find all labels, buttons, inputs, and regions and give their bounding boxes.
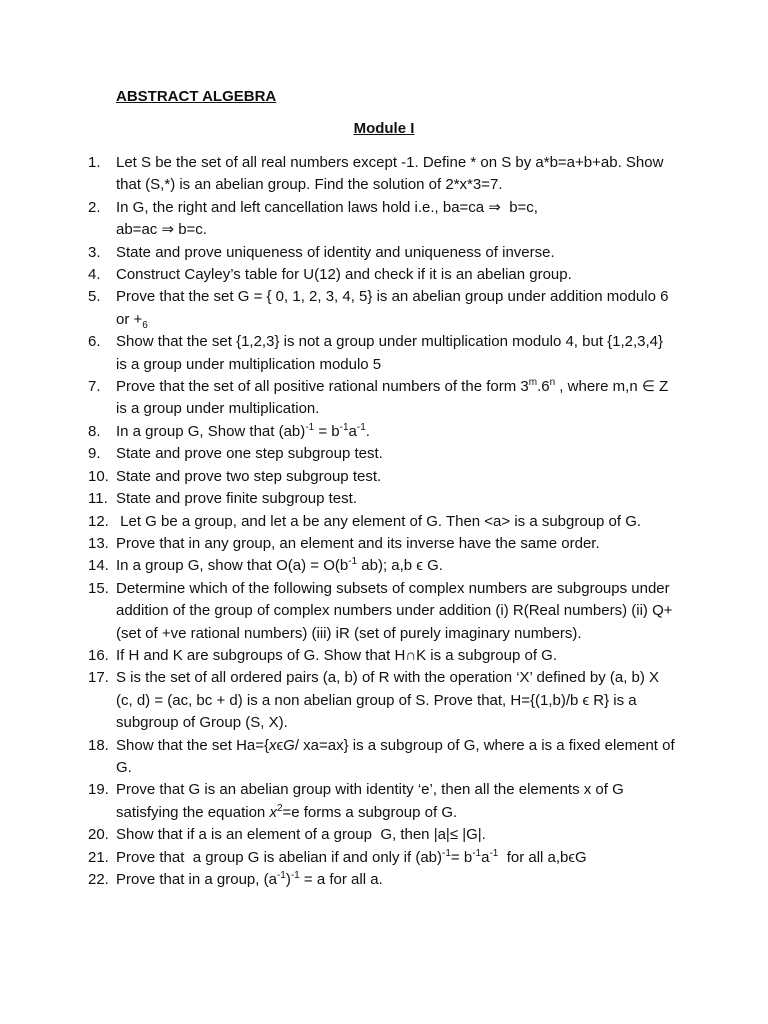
question-number: 10.	[88, 467, 109, 485]
question-number: 22.	[88, 871, 109, 888]
question-number: 11.	[88, 490, 108, 508]
question-item	[88, 488, 678, 510]
question-text: If H and K are subgroups of G. Show that H∩K is a subgroup of G.	[116, 646, 558, 664]
question-text: Determine which of the following subsets of complex numbers are subgroups under addition of the group of complex numbers under addition (i) R(Real numbers) (ii) Q+ (set of +ve rational numbers) (iii) iR (set of purely imaginary numbers).	[116, 579, 673, 642]
question-item	[88, 735, 678, 780]
question-list	[88, 152, 678, 891]
question-text: Prove that the set of all positive rational numbers of the form 3$^m$.6$^n$ , where m,n ∈ Z is a group under multiplication.	[116, 377, 669, 418]
question-item	[88, 197, 678, 242]
question-number: 7.	[88, 378, 101, 396]
question-number: 6.	[88, 333, 101, 351]
question-item	[88, 331, 678, 376]
question-item	[88, 421, 678, 443]
question-item	[88, 466, 678, 488]
question-number: 20.	[88, 826, 109, 844]
question-text: State and prove finite subgroup test.	[116, 490, 357, 508]
question-item	[88, 376, 678, 421]
module-title: Module I	[353, 120, 415, 137]
question-number: 8.	[88, 422, 101, 440]
question-item	[88, 152, 678, 197]
question-number: 5.	[88, 288, 101, 306]
question-text: Prove that the set G = { 0, 1, 2, 3, 4, 5} is an abelian group under addition modulo 6 or $+_6$	[116, 288, 669, 331]
question-item	[88, 847, 678, 869]
question-item	[88, 667, 678, 734]
question-text: State and prove one step subgroup test.	[116, 445, 383, 463]
question-item	[88, 824, 678, 846]
question-number: 12.	[88, 512, 109, 530]
question-item	[88, 242, 678, 264]
question-text: Prove that in any group, an element and its inverse have the same order.	[116, 534, 600, 552]
question-item	[88, 578, 678, 645]
question-item	[88, 779, 678, 824]
question-text: In a group G, show that $O(a) = O(b^{-1}$ ab); a,b ϵ G.	[116, 556, 443, 575]
question-item	[88, 286, 678, 331]
question-number: 3.	[88, 243, 101, 261]
question-item	[88, 511, 678, 533]
question-item	[88, 869, 678, 891]
question-number: 9.	[88, 445, 101, 463]
question-text: Let G be a group, and let a be any element of G. Then <a> is a subgroup of G.	[116, 512, 642, 530]
question-text: Construct Cayley’s table for U(12) and check if it is an abelian group.	[116, 266, 572, 284]
question-text: State and prove two step subgroup test.	[116, 467, 382, 485]
question-number: 1.	[88, 154, 101, 171]
question-item	[88, 533, 678, 555]
question-text: In G, the right and left cancellation laws hold i.e., ba=ca ⇒ b=c, ab=ac ⇒ b=c.	[116, 198, 538, 239]
question-number: 14.	[88, 557, 109, 575]
question-number: 18.	[88, 736, 109, 754]
question-text: In a group G, Show that $(ab)^{-1} = b^{-1}a^{-1}$.	[116, 421, 370, 440]
question-number: 2.	[88, 198, 101, 216]
question-text: Show that if a is an element of a group G, then |a|≤ |G|.	[116, 826, 486, 844]
document-title: ABSTRACT ALGEBRA	[116, 88, 277, 105]
question-text: Prove that in a group, $(a^{-1})^{-1} = a$ for all a.	[116, 870, 383, 888]
question-item	[88, 555, 678, 577]
question-number: 4.	[88, 266, 101, 284]
question-number: 19.	[88, 781, 109, 799]
question-text: Show that the set Ha={xϵG/ xa=ax} is a subgroup of G, where a is a fixed element of G.	[116, 736, 675, 776]
question-text: Show that the set {1,2,3} is not a group under multiplication modulo 4, but {1,2,3,4} is a group under multiplication modulo 5	[116, 333, 664, 373]
question-number: 16.	[88, 646, 109, 664]
question-text: Let S be the set of all real numbers except -1. Define * on S by a*b=a+b+ab. Show that (S,*) is an abelian group. Find the solution of 2*x*3=7.	[116, 154, 664, 194]
question-number: 17.	[88, 669, 109, 687]
question-number: 15.	[88, 579, 109, 597]
question-text: Prove that G is an abelian group with identity ‘e’, then all the elements x of G satisfying the equation $x^2=e$ forms a subgroup of G.	[116, 781, 624, 821]
question-item	[88, 264, 678, 286]
question-text: S is the set of all ordered pairs (a, b) of R with the operation ‘X’ defined by (a, b) X (c, d) = (ac, bc + d) is a non abelian group of S. Prove that, H={(1,b)/b ϵ R} is a subgroup of Group (S, X).	[116, 669, 660, 732]
question-number: 21.	[88, 848, 109, 866]
question-text: State and prove uniqueness of identity and uniqueness of inverse.	[116, 243, 555, 261]
question-item	[88, 443, 678, 465]
question-number: 13.	[88, 534, 109, 552]
question-item	[88, 645, 678, 667]
question-text: Prove that a group G is abelian if and only if $(ab)^{-1}= b^{-1}a^{-1}$ for all a,bϵG	[116, 847, 587, 866]
